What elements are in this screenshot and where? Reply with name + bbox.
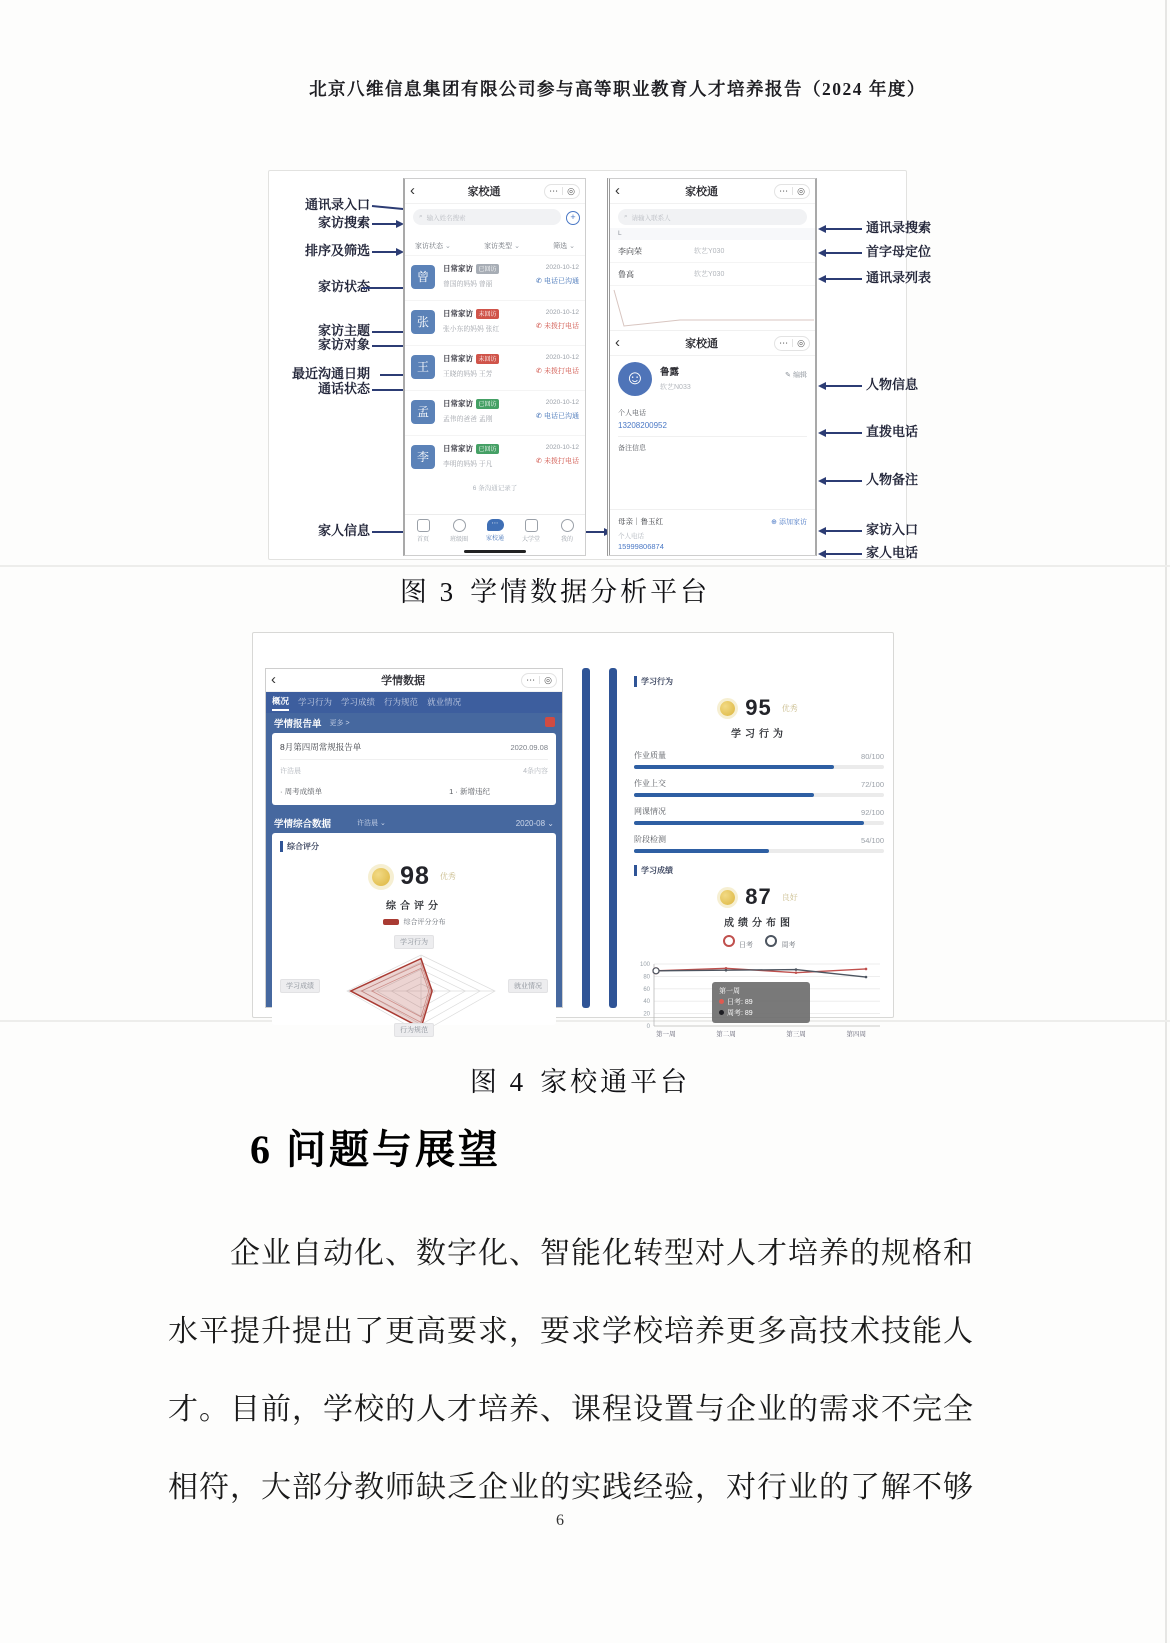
bar-label: 阶段检测 xyxy=(634,835,666,844)
svg-text:20: 20 xyxy=(643,1011,650,1018)
capsule-buttons[interactable] xyxy=(544,184,580,199)
visit-date: 2020-10-12 xyxy=(545,354,579,361)
callout-arrow xyxy=(820,553,862,555)
visit-title: 日常家访 xyxy=(443,444,473,453)
bar-row xyxy=(634,834,884,853)
visit-title: 日常家访 xyxy=(443,354,473,363)
search-icon: ⌕ xyxy=(419,213,423,220)
more-icon[interactable]: ⋯ xyxy=(779,337,789,348)
legend-label: 综合评分分布 xyxy=(403,919,446,926)
phone-icon: ✆ xyxy=(536,458,543,465)
more-icon[interactable]: ⋯ xyxy=(549,185,559,196)
body-text-line: 相符，大部分教师缺乏企业的实践经验，对行业的了解不够 xyxy=(168,1471,974,1504)
score-level: 优秀 xyxy=(439,872,456,881)
filter-more[interactable]: 筛选 ⌄ xyxy=(553,241,575,251)
capsule-buttons[interactable] xyxy=(521,673,557,688)
bar-fill xyxy=(634,821,864,825)
callout-arrow xyxy=(372,251,402,253)
search-row xyxy=(405,204,585,237)
figure-4 xyxy=(250,632,1050,1038)
filter-row xyxy=(405,237,585,256)
visit-status: 未拨打电话 xyxy=(544,368,579,375)
svg-text:0: 0 xyxy=(646,1024,650,1030)
scan-icon[interactable]: ◎ xyxy=(544,674,552,685)
callout-label: 通话状态 xyxy=(317,381,370,396)
legend-swatch xyxy=(383,919,399,925)
radar-chart xyxy=(280,951,548,1034)
app-title: 学情数据 xyxy=(381,675,426,687)
callout-label: 通讯录搜索 xyxy=(866,220,932,235)
chart-legend xyxy=(634,934,884,952)
report-item: 1 · 新增违纪 xyxy=(449,787,490,796)
section-label: 综合评分 xyxy=(280,841,548,852)
behavior-bars xyxy=(634,750,884,853)
section-heading: 6 问题与展望 xyxy=(250,1127,501,1172)
radar-axis-bottom: 行为规范 xyxy=(394,1023,434,1037)
add-icon: ⊕ xyxy=(771,518,778,526)
profile-card xyxy=(610,356,815,404)
visit-date: 2020-10-12 xyxy=(545,264,579,271)
scan-icon[interactable]: ◎ xyxy=(797,337,805,348)
visit-list-item[interactable] xyxy=(405,346,585,391)
body-text-line: 水平提升提出了更高要求，要求学校培养更多高技术技能人 xyxy=(168,1315,974,1348)
bar-value: 54/100 xyxy=(861,836,884,845)
callout-arrow xyxy=(820,480,862,482)
search-icon: ⌕ xyxy=(624,213,628,220)
avatar: ☺ xyxy=(618,362,652,396)
visit-title: 日常家访 xyxy=(443,399,473,408)
callout-arrow xyxy=(820,530,862,532)
visit-subtitle: 张小东的妈妈 张红 xyxy=(443,326,500,333)
bar-row xyxy=(634,778,884,797)
phone-behavior-grades xyxy=(582,668,890,1038)
app-title: 家校通 xyxy=(685,186,719,198)
callout-label: 排序及筛选 xyxy=(304,243,370,258)
contact-name: 鲁高 xyxy=(618,269,634,279)
bar-track xyxy=(634,849,884,853)
contact-row[interactable] xyxy=(610,240,815,263)
visit-subtitle: 李明的妈妈 于凡 xyxy=(443,461,493,468)
callout-label: 家访主题 xyxy=(317,323,370,338)
app-header xyxy=(610,330,815,356)
visit-tag: 已回访 xyxy=(476,264,499,274)
radar-axis-top: 学习行为 xyxy=(394,935,434,949)
more-icon[interactable]: ⋯ xyxy=(779,185,789,196)
bar-value: 72/100 xyxy=(861,780,884,789)
contact-row[interactable] xyxy=(610,263,815,286)
capsule-buttons[interactable] xyxy=(774,336,810,351)
home-indicator xyxy=(464,550,526,553)
visit-subtitle: 王晓的妈妈 王芳 xyxy=(443,371,493,378)
tab-bar xyxy=(266,692,562,714)
bar-fill xyxy=(634,849,769,853)
contact-class: 软艺Y030 xyxy=(694,271,725,278)
bar-fill xyxy=(634,793,814,797)
visit-tag: 已回访 xyxy=(476,444,499,454)
legend-label: 日考 xyxy=(739,942,753,949)
visit-status: 未拨打电话 xyxy=(544,458,579,465)
bar-track xyxy=(634,821,884,825)
score-level: 优秀 xyxy=(781,703,798,713)
student-name: 许浩晨 xyxy=(280,768,301,775)
screen-body xyxy=(266,713,562,1034)
callout-label: 家访对象 xyxy=(317,337,370,352)
app-title: 家校通 xyxy=(685,338,719,350)
chat-bubble-icon: ⋯ xyxy=(487,519,504,531)
bar-label: 网课情况 xyxy=(634,807,666,816)
daily-dot-icon xyxy=(719,999,724,1004)
horizontal-rule xyxy=(0,565,1170,567)
banner-more-link[interactable]: 更多 > xyxy=(329,720,350,727)
visit-list-item[interactable] xyxy=(405,436,585,481)
visit-list-item[interactable] xyxy=(405,301,585,346)
phone-icon: ✆ xyxy=(536,278,543,285)
avatar: 孟 xyxy=(411,400,435,424)
medal-icon xyxy=(720,701,735,716)
callout-label: 直拨电话 xyxy=(866,424,919,439)
contact-search-input[interactable] xyxy=(618,209,807,225)
square-icon xyxy=(525,519,538,532)
contact-name: 李向荣 xyxy=(618,246,642,256)
student-id: 软艺N033 xyxy=(660,384,691,391)
callout-label: 首字母定位 xyxy=(866,244,932,259)
phone-icon: ✆ xyxy=(536,368,543,375)
composite-score-card xyxy=(272,833,556,1034)
body-text-line: 才。目前，学校的人才培养、课程设置与企业的需求不完全 xyxy=(168,1393,974,1426)
bar-track xyxy=(634,793,884,797)
visit-list-item[interactable] xyxy=(405,391,585,436)
callout-label: 通讯录列表 xyxy=(866,270,932,285)
phone-visit-list xyxy=(403,178,586,556)
callout-label: 家人电话 xyxy=(866,545,919,560)
page-header: 北京八维信息集团有限公司参与高等职业教育人才培养报告（2024 年度） xyxy=(309,79,926,99)
add-visit-icon[interactable]: + xyxy=(566,211,580,225)
search-input[interactable] xyxy=(413,209,561,225)
scan-icon[interactable]: ◎ xyxy=(797,185,805,196)
visit-subtitle: 孟伟的爸爸 孟刚 xyxy=(443,416,493,423)
page-number: 6 xyxy=(556,1512,564,1529)
bar-label: 作业质量 xyxy=(634,751,666,760)
visit-tag: 未回访 xyxy=(476,309,499,319)
bar-row xyxy=(634,806,884,825)
back-icon[interactable]: ‹ xyxy=(615,182,620,199)
callout-arrow xyxy=(820,385,862,387)
visit-status: 电话已沟通 xyxy=(544,413,579,420)
note-label: 备注信息 xyxy=(618,445,646,452)
bar-label: 作业上交 xyxy=(634,779,666,788)
svg-text:第一周: 第一周 xyxy=(656,1031,676,1038)
family-phone-number[interactable]: 15999806874 xyxy=(618,542,664,551)
legend-marker-weekly xyxy=(765,935,777,947)
svg-text:40: 40 xyxy=(643,999,650,1006)
edit-icon: ✎ xyxy=(785,372,792,379)
score-value: 98 xyxy=(400,862,430,890)
figure-3 xyxy=(250,170,1040,562)
contact-class: 软艺Y030 xyxy=(694,248,725,255)
body-text-line: 企业自动化、数字化、智能化转型对人才培养的规格和 xyxy=(230,1237,974,1270)
back-icon[interactable]: ‹ xyxy=(271,671,276,688)
circle-icon xyxy=(453,519,466,532)
legend-marker-daily xyxy=(723,935,735,947)
callout-label: 人物信息 xyxy=(866,377,919,392)
visit-status: 电话已沟通 xyxy=(544,278,579,285)
svg-text:80: 80 xyxy=(643,974,650,981)
phone-label: 个人电话 xyxy=(618,410,646,417)
visit-date: 2020-10-12 xyxy=(545,444,579,451)
person-dropdown[interactable]: 许浩晨 ⌄ xyxy=(357,820,386,827)
avatar: 王 xyxy=(411,355,435,379)
avatar: 张 xyxy=(411,310,435,334)
horizontal-rule xyxy=(0,1020,1170,1022)
weekly-dot-icon xyxy=(719,1010,724,1015)
back-icon[interactable]: ‹ xyxy=(615,334,620,351)
bar-value: 92/100 xyxy=(861,808,884,817)
svg-text:第二周: 第二周 xyxy=(716,1031,736,1038)
home-icon xyxy=(417,519,430,532)
phone-number[interactable]: 13208200952 xyxy=(618,421,667,430)
family-phone-label: 个人电话 xyxy=(618,533,644,540)
svg-text:60: 60 xyxy=(643,986,650,993)
filter-type[interactable]: 家访类型 ⌄ xyxy=(484,241,520,251)
search-placeholder: 请输入联系人 xyxy=(631,214,671,222)
avatar: 曾 xyxy=(411,265,435,289)
report-banner xyxy=(266,713,562,733)
add-visit-button[interactable]: ⊕ 添加家访 xyxy=(771,518,807,526)
nav-class-circle[interactable]: 班级圈 xyxy=(441,519,477,543)
item-count: 4条内容 xyxy=(523,768,548,775)
summary-banner xyxy=(266,813,562,833)
radar-axis-right: 就业情况 xyxy=(508,979,548,993)
family-section xyxy=(610,509,815,551)
tooltip-weekly: 周考: 89 xyxy=(727,1010,753,1017)
app-header xyxy=(266,669,562,692)
scan-icon[interactable]: ◎ xyxy=(567,185,575,196)
app-header xyxy=(610,179,815,204)
visit-date: 2020-10-12 xyxy=(545,309,579,316)
section-label: 学习成绩 xyxy=(634,865,884,876)
app-title: 家校通 xyxy=(467,186,501,198)
tab-behavior[interactable]: 学习行为 xyxy=(298,697,333,707)
bottom-nav xyxy=(405,514,585,555)
visit-status: 未拨打电话 xyxy=(544,323,579,330)
tooltip-title: 第一周 xyxy=(719,988,740,995)
index-letter: L xyxy=(610,228,815,240)
chart-tooltip xyxy=(712,982,810,1023)
visit-list-item[interactable] xyxy=(405,256,585,301)
score-title: 综合评分 xyxy=(386,901,442,912)
score-value: 95 xyxy=(745,695,772,720)
banner-title: 学情报告单 xyxy=(274,719,322,730)
nav-home[interactable]: 首页 xyxy=(405,519,441,543)
banner-title: 学情综合数据 xyxy=(274,819,332,830)
phone-icon: ✆ xyxy=(536,323,543,330)
legend-label: 周考 xyxy=(781,942,796,949)
phone-edge-bar xyxy=(582,668,590,1008)
avatar: 李 xyxy=(411,445,435,469)
callout-label: 家访状态 xyxy=(317,279,370,294)
report-title: 8月第四周常规报告单 xyxy=(280,742,362,752)
callout-arrow xyxy=(820,278,862,280)
visit-title: 日常家访 xyxy=(443,309,473,318)
score-line-chart xyxy=(634,956,884,1044)
visit-subtitle: 曾国的妈妈 曾丽 xyxy=(443,281,493,288)
callout-arrow xyxy=(372,223,402,225)
svg-text:100: 100 xyxy=(639,962,650,968)
medal-icon xyxy=(720,890,735,905)
tab-overview[interactable]: 概况 xyxy=(272,695,289,711)
svg-text:第四周: 第四周 xyxy=(846,1031,866,1038)
tooltip-daily: 日考: 89 xyxy=(727,999,753,1006)
nav-me[interactable]: 我的 xyxy=(549,519,585,543)
back-icon[interactable]: ‹ xyxy=(410,182,415,199)
score-level: 良好 xyxy=(781,892,798,902)
edit-button[interactable]: ✎ 编辑 xyxy=(785,372,807,379)
phone-edge-bar xyxy=(609,668,617,1008)
phone-contacts-profile xyxy=(607,178,817,556)
bar-track xyxy=(634,765,884,769)
report-date: 2020.09.08 xyxy=(510,742,548,752)
callout-label: 家访搜索 xyxy=(317,215,370,230)
figure-3-caption: 图 3 学情数据分析平台 xyxy=(399,577,711,607)
radar-axis-left: 学习成绩 xyxy=(280,979,320,993)
person-icon xyxy=(561,519,574,532)
callout-label: 家访入口 xyxy=(866,522,919,537)
phone-icon: ✆ xyxy=(536,413,543,420)
family-member: 母亲｜鲁玉红 xyxy=(618,517,663,526)
bar-row xyxy=(634,750,884,769)
callout-arrow xyxy=(820,228,862,230)
visit-tag: 已回访 xyxy=(476,399,499,409)
tab-grades[interactable]: 学习成绩 xyxy=(341,697,376,707)
callout-label: 最近沟通日期 xyxy=(291,366,370,381)
medal-icon xyxy=(372,868,390,886)
month-dropdown[interactable]: 2020-08 ⌄ xyxy=(515,818,554,828)
callout-label: 人物备注 xyxy=(866,472,919,487)
app-header xyxy=(405,179,585,204)
capsule-buttons[interactable] xyxy=(774,184,810,199)
tab-employment[interactable]: 就业情况 xyxy=(427,697,462,707)
report-card[interactable] xyxy=(272,733,556,805)
filter-status[interactable]: 家访状态 ⌄ xyxy=(415,241,451,251)
notification-badge xyxy=(545,717,555,727)
visit-date: 2020-10-12 xyxy=(545,399,579,406)
callout-label: 通讯录入口 xyxy=(304,197,370,212)
callout-arrow xyxy=(820,432,862,434)
nav-home-school[interactable]: ⋯ 家校通 xyxy=(485,520,504,542)
student-name: 鲁露 xyxy=(660,367,680,378)
callout-arrow xyxy=(820,252,862,254)
visit-tag: 未回访 xyxy=(476,354,499,364)
list-footer: 6 条沟通记录了 xyxy=(472,485,518,492)
nav-college[interactable]: 大学堂 xyxy=(513,519,549,543)
bar-fill xyxy=(634,765,834,769)
score-value: 87 xyxy=(745,884,772,909)
zoom-connector-line xyxy=(610,286,818,330)
section-title: 学习行为 xyxy=(731,729,787,740)
chart-title: 成绩分布图 xyxy=(724,918,794,929)
svg-text:第三周: 第三周 xyxy=(786,1031,806,1038)
figure-4-caption: 图 4 家校通平台 xyxy=(469,1067,691,1097)
tab-conduct[interactable]: 行为规范 xyxy=(384,697,419,707)
report-item: · 周考成绩单 xyxy=(280,787,323,796)
page-edge xyxy=(1165,0,1167,1643)
section-label: 学习行为 xyxy=(634,676,884,687)
bar-value: 80/100 xyxy=(861,752,884,761)
visit-title: 日常家访 xyxy=(443,264,473,273)
search-placeholder: 输入姓名搜索 xyxy=(426,214,466,222)
more-icon[interactable]: ⋯ xyxy=(526,674,536,685)
phone-learning-data xyxy=(265,668,563,1034)
callout-label: 家人信息 xyxy=(317,523,370,538)
